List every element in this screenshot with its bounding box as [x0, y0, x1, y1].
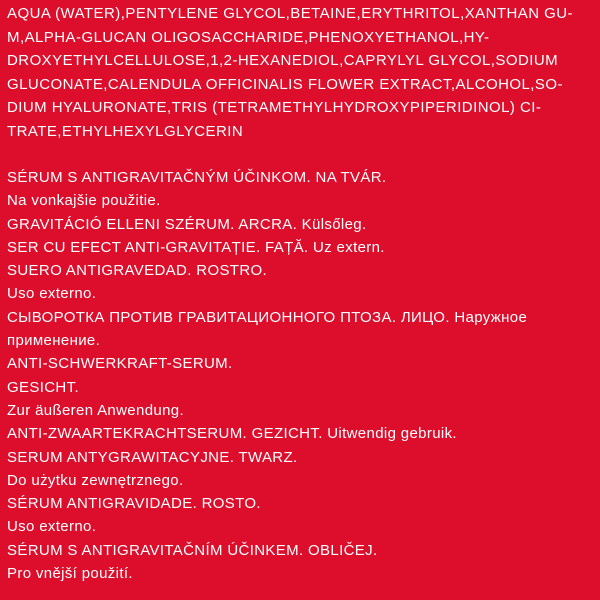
translation-line-hu: GRAVITÁCIÓ ELLENI SZÉRUM. ARCRA. Külsőleg. — [7, 215, 367, 233]
ingredients-line: M,ALPHA-GLUCAN OLIGOSACCHARIDE,PHENOXYETHANOL,HY- — [7, 28, 490, 46]
translation-line-de-title: ANTI-SCHWERKRAFT-SERUM. — [7, 355, 233, 373]
translation-line-ru-title: СЫВОРОТКА ПРОТИВ ГРАВИТАЦИОННОГО ПТОЗА. ЛИЦО. Наружное — [7, 308, 528, 326]
translation-line-cs-usage: Pro vnější použití. — [7, 565, 133, 583]
ingredients-line: TRATE,ETHYLHEXYLGLYCERIN — [7, 122, 244, 140]
translation-line-nl: ANTI-ZWAARTEKRACHTSERUM. GEZICHT. Uitwendig gebruik. — [7, 425, 457, 443]
translation-line-pl-title: SERUM ANTYGRAWITACYJNE. TWARZ. — [7, 448, 298, 466]
translation-line-ru-usage: применение. — [7, 332, 101, 350]
translation-line-cs-title: SÉRUM S ANTIGRAVITAČNÍM ÚČINKEM. OBLIČEJ. — [7, 541, 378, 559]
ingredients-line: AQUA (WATER),PENTYLENE GLYCOL,BETAINE,ERYTHRITOL,XANTHAN GU- — [7, 5, 573, 22]
translation-line-pt-usage: Uso externo. — [7, 518, 97, 536]
ingredients-line: GLUCONATE,CALENDULA OFFICINALIS FLOWER EXTRACT,ALCOHOL,SO- — [7, 75, 563, 93]
translation-line-pt-title: SÉRUM ANTIGRAVIDADE. ROSTO. — [7, 495, 261, 513]
translation-line-de-face: GESICHT. — [7, 378, 79, 396]
ingredients-list — [7, 2, 596, 143]
ingredients-line: DIUM HYALURONATE,TRIS (TETRAMETHYLHYDROXYPIPERIDINOL) CI- — [7, 99, 542, 116]
translation-line-sk-title: SÉRUM S ANTIGRAVITAČNÝM ÚČINKOM. NA TVÁR. — [7, 169, 387, 186]
translation-line-sk-usage: Na vonkajšie použitie. — [7, 192, 161, 210]
translation-line-de-usage: Zur äußeren Anwendung. — [7, 401, 184, 419]
ingredients-line: DROXYETHYLCELLULOSE,1,2-HEXANEDIOL,CAPRYLYL GLYCOL,SODIUM — [7, 52, 559, 69]
translation-line-ro: SER CU EFECT ANTI-GRAVITAȚIE. FAȚĂ. Uz extern. — [7, 238, 385, 256]
translation-line-pl-usage: Do użytku zewnętrznego. — [7, 471, 184, 489]
translation-line-es-title: SUERO ANTIGRAVEDAD. ROSTRO. — [7, 262, 268, 280]
translation-line-es-usage: Uso externo. — [7, 285, 97, 303]
translations-list — [7, 166, 596, 585]
